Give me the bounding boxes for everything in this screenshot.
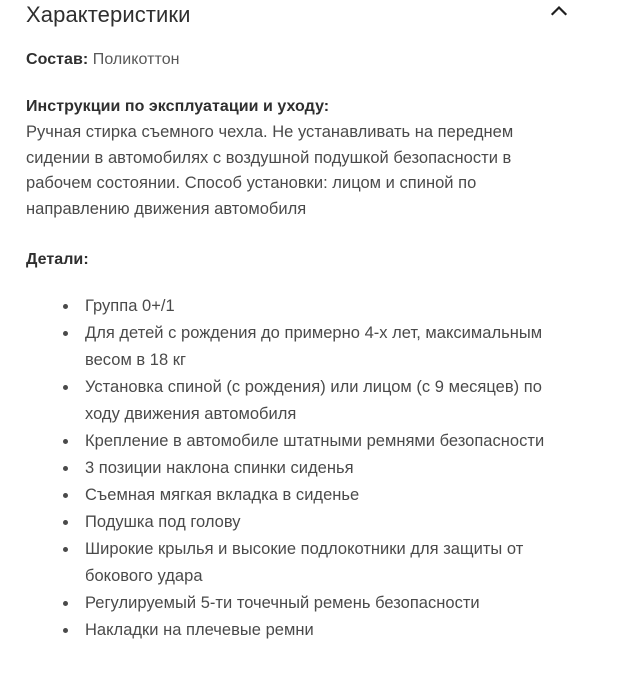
bullet-icon	[63, 331, 68, 336]
list-item-text: Широкие крылья и высокие подлокотники для защиты от бокового удара	[85, 540, 524, 585]
list-item	[26, 617, 566, 644]
details-heading: Детали:	[26, 251, 89, 268]
list-item	[26, 482, 566, 509]
list-item-text: Для детей с рождения до примерно 4-х лет, максимальным весом в 18 кг	[85, 324, 543, 369]
bullet-icon	[63, 439, 68, 444]
list-item-text: Группа 0+/1	[85, 297, 175, 315]
bullet-icon	[63, 628, 68, 633]
list-item-text: Крепление в автомобиле штатными ремнями безопасности	[85, 432, 545, 450]
page-title: Характеристики	[26, 2, 191, 27]
list-item	[26, 428, 566, 455]
bullet-icon	[63, 304, 68, 309]
composition-label: Состав:	[26, 51, 89, 68]
list-item	[26, 509, 566, 536]
list-item-text: Подушка под голову	[85, 513, 241, 531]
section-header	[26, 0, 592, 35]
bullet-icon	[63, 547, 68, 552]
list-item	[26, 293, 566, 320]
care-instructions-text: Ручная стирка съемного чехла. Не устанавливать на переднем сидении в автомобилях с воздушной подушкой безопасности в рабочем состоянии. Способ установки: лицом и спиной по направлению движения автомобиля	[26, 123, 514, 218]
bullet-icon	[63, 493, 68, 498]
collapse-section-button[interactable]	[542, 0, 576, 28]
list-item	[26, 536, 566, 590]
list-item-text: Накладки на плечевые ремни	[85, 621, 314, 639]
bullet-icon	[63, 520, 68, 525]
details-list	[26, 293, 566, 644]
list-item	[26, 590, 566, 617]
bullet-icon	[63, 385, 68, 390]
composition-value: Поликоттон	[92, 51, 180, 68]
list-item	[26, 374, 566, 428]
bullet-icon	[63, 466, 68, 471]
list-item	[26, 455, 566, 482]
bullet-icon	[63, 601, 68, 606]
list-item-text: Регулируемый 5-ти точечный ремень безопасности	[85, 594, 480, 612]
composition-row	[26, 49, 592, 71]
chevron-up-icon	[548, 0, 570, 22]
list-item	[26, 320, 566, 374]
list-item-text: 3 позиции наклона спинки сиденья	[85, 459, 354, 477]
care-instructions-heading: Инструкции по эксплуатации и уходу:	[26, 98, 330, 115]
list-item-text: Установка спиной (с рождения) или лицом (с 9 месяцев) по ходу движения автомобиля	[85, 378, 542, 423]
list-item-text: Съемная мягкая вкладка в сиденье	[85, 486, 360, 504]
